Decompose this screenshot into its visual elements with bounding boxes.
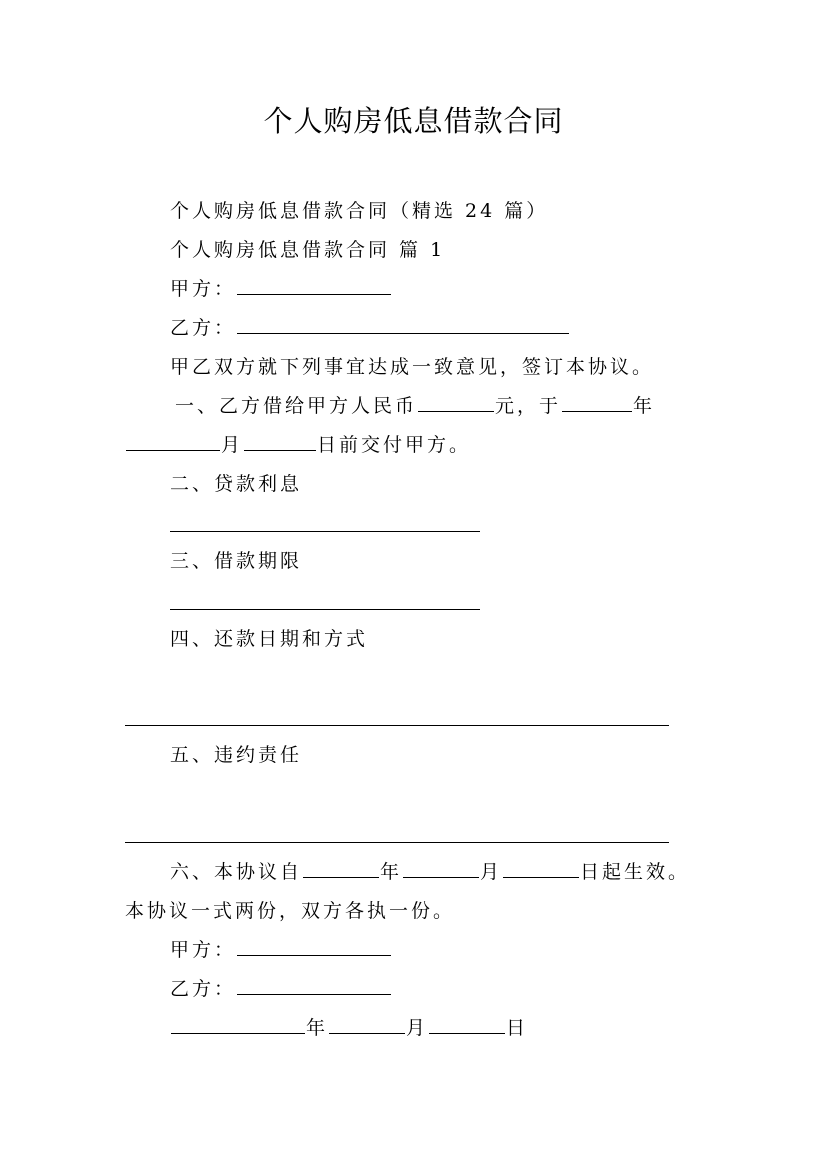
clause-1-end: 日前交付甲方。 <box>317 434 472 456</box>
clause-6-end: 日起生效。 <box>580 861 691 883</box>
clause-2-blank <box>170 530 480 532</box>
section-heading: 个人购房低息借款合同 篇 1 <box>170 239 446 261</box>
clause-6-year: 年 <box>380 861 403 883</box>
agreement-intro: 甲乙双方就下列事宜达成一致意见，签订本协议。 <box>170 356 655 378</box>
clause-1-cont-blank <box>126 432 220 451</box>
party-b-line <box>170 315 570 341</box>
sign-year-blank <box>171 1015 305 1034</box>
sign-party-a-line <box>170 937 392 963</box>
document-title: 个人购房低息借款合同 <box>263 104 564 138</box>
clause-1-cont <box>125 432 471 458</box>
clause-3-blank <box>170 608 480 610</box>
clause-1-year: 年 <box>633 395 656 417</box>
clause-4: 四、还款日期和方式 <box>170 628 369 650</box>
sign-day: 日 <box>506 1017 529 1039</box>
party-a-label: 甲方： <box>170 278 237 300</box>
clause-2: 二、贷款利息 <box>170 473 303 495</box>
clause-6-line <box>170 859 690 885</box>
clause-5: 五、违约责任 <box>170 744 303 766</box>
sign-party-a-blank <box>237 937 391 956</box>
clause-6-month-blank <box>403 859 479 878</box>
clause-1-text: 一、乙方借给甲方人民币 <box>175 395 418 417</box>
clause-5-blank <box>125 841 669 843</box>
clause-6-month: 月 <box>480 861 503 883</box>
sign-party-b-label: 乙方： <box>170 978 237 1000</box>
party-b-blank <box>237 315 569 334</box>
clause-6-year-blank <box>303 859 379 878</box>
clause-1-year-blank <box>562 393 632 412</box>
sign-party-b-line <box>170 976 392 1002</box>
sign-month: 月 <box>406 1017 429 1039</box>
party-a-line <box>170 276 392 302</box>
sign-party-a-label: 甲方： <box>170 939 237 961</box>
party-b-label: 乙方： <box>170 317 237 339</box>
document-subtitle: 个人购房低息借款合同（精选 24 篇） <box>170 200 549 222</box>
clause-4-blank <box>125 724 669 726</box>
party-a-blank <box>237 276 391 295</box>
clause-3: 三、借款期限 <box>170 550 303 572</box>
clause-1-day-blank <box>244 432 316 451</box>
clause-6-cont: 本协议一式两份，双方各执一份。 <box>125 900 456 922</box>
clause-6-text: 六、本协议自 <box>170 861 303 883</box>
clause-1-month: 月 <box>221 434 244 456</box>
sign-party-b-blank <box>237 976 391 995</box>
sign-month-blank <box>329 1015 405 1034</box>
sign-day-blank <box>429 1015 505 1034</box>
clause-1-line <box>175 393 655 419</box>
sign-date-line <box>170 1015 528 1041</box>
clause-1-yuan: 元，于 <box>495 395 562 417</box>
sign-year: 年 <box>306 1017 329 1039</box>
amount-blank <box>418 393 494 412</box>
clause-6-day-blank <box>503 859 579 878</box>
